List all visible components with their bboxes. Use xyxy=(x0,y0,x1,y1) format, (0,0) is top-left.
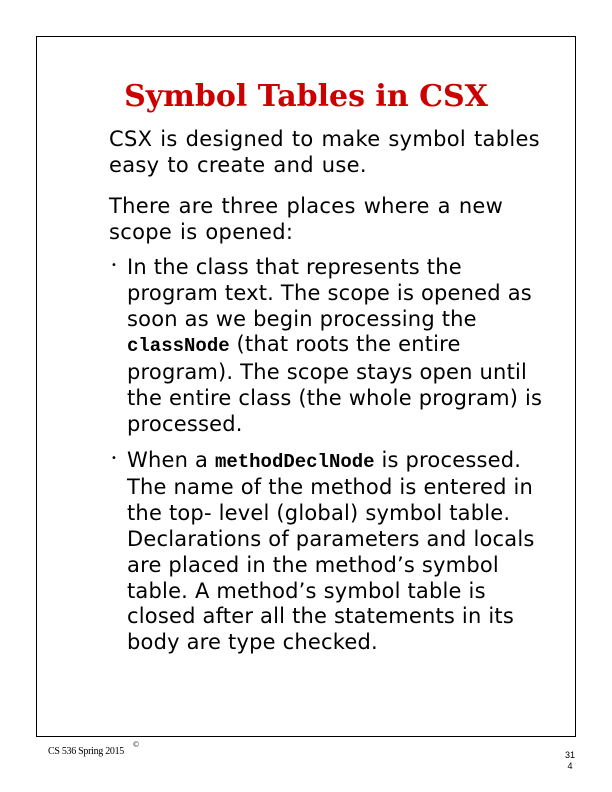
bullet-item-method-scope xyxy=(109,448,549,656)
bullet-text-after: is processed. The name of the method is entered in the top- level (global) symbol table. Declarations of parameters and locals are placed in the method’s symbol table. A method’s symbol table is closed after all the statements in its body are type checked. xyxy=(127,447,535,655)
scope-bullet-list xyxy=(109,255,549,666)
bullet-text-before: When a xyxy=(127,447,215,472)
footer-course: CS 536 Spring 2015 xyxy=(48,746,125,757)
bullet-icon: • xyxy=(111,452,118,464)
page-number xyxy=(560,750,580,772)
bullet-icon: • xyxy=(111,260,118,271)
page-number-line-1: 31 xyxy=(564,750,575,760)
slide-title: Symbol Tables in CSX xyxy=(124,79,488,114)
bullet-text-before: In the class that represents the program text. The scope is opened as soon as we begin processing the xyxy=(127,255,532,331)
code-method-decl-node: methodDeclNode xyxy=(214,450,375,473)
intro-paragraph: CSX is designed to make symbol tables easy to create and use. xyxy=(109,127,540,177)
page-number-line-2: 4 xyxy=(567,761,573,771)
bullet-item-class-scope xyxy=(109,255,549,438)
scope-paragraph: There are three places where a new scope is opened: xyxy=(109,194,504,244)
bullet-text-after: (that roots the entire program). The scope stays open until the entire class (the whole program) is processed. xyxy=(127,332,543,436)
code-class-node: classNode xyxy=(127,335,230,358)
copyright-icon: © xyxy=(133,740,140,749)
